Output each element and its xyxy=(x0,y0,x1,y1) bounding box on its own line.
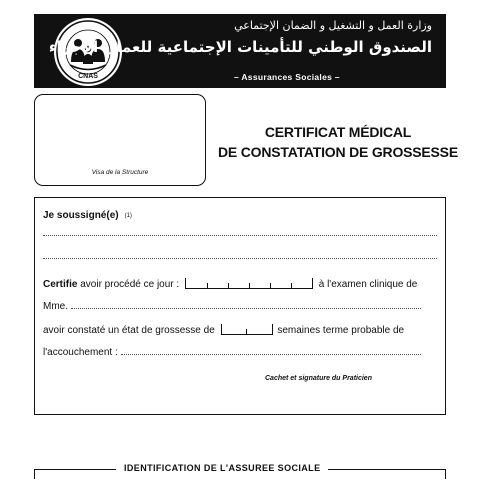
soussigne-label: Je soussigné(e) xyxy=(43,210,119,221)
accouchement-label: l'accouchement : xyxy=(43,347,118,358)
footnote-marker: (1) xyxy=(124,213,132,219)
certifie-row xyxy=(43,278,437,291)
mme-label: Mme. xyxy=(43,301,68,312)
certifie-label: Certifie xyxy=(43,279,78,290)
signature-label: Cachet et signature du Praticien xyxy=(265,375,372,382)
banner-subtitle: – Assurances Sociales – xyxy=(234,72,340,82)
title-line-2: DE CONSTATATION DE GROSSESSE xyxy=(218,144,458,160)
name-line-2[interactable] xyxy=(43,258,437,259)
constate-text: avoir constaté un état de grossesse de xyxy=(43,325,215,336)
header-banner xyxy=(34,14,446,88)
grossesse-row xyxy=(43,324,437,337)
patient-name-field[interactable] xyxy=(71,301,421,309)
logo-text: CNAS xyxy=(78,73,98,80)
visa-label: Visa de la Structure xyxy=(91,169,149,176)
name-line-1[interactable] xyxy=(43,235,437,236)
weeks-field[interactable] xyxy=(221,324,273,335)
semaines-text: semaines terme probable de xyxy=(277,325,405,336)
mme-row xyxy=(43,301,437,313)
title-line-1: CERTIFICAT MÉDICAL xyxy=(264,124,412,140)
identification-title: IDENTIFICATION DE L'ASSUREE SOCIALE xyxy=(116,463,328,473)
fund-name: الصندوق الوطني للتأمينات الإجتماعية للعمال الأجراء xyxy=(48,38,432,56)
accouchement-row xyxy=(43,347,437,359)
due-date-field[interactable] xyxy=(121,347,421,355)
examen-text: à l'examen clinique de xyxy=(318,279,418,290)
visa-stamp-box xyxy=(34,94,206,186)
document-title xyxy=(218,122,458,162)
soussigne-row xyxy=(43,210,437,222)
certifie-text: avoir procédé ce jour : xyxy=(77,279,180,290)
ministry-name: وزارة العمل و التشغيل و الضمان الإجتماعي xyxy=(234,19,432,32)
exam-date-field[interactable] xyxy=(185,278,313,289)
certificate-form xyxy=(34,197,446,415)
